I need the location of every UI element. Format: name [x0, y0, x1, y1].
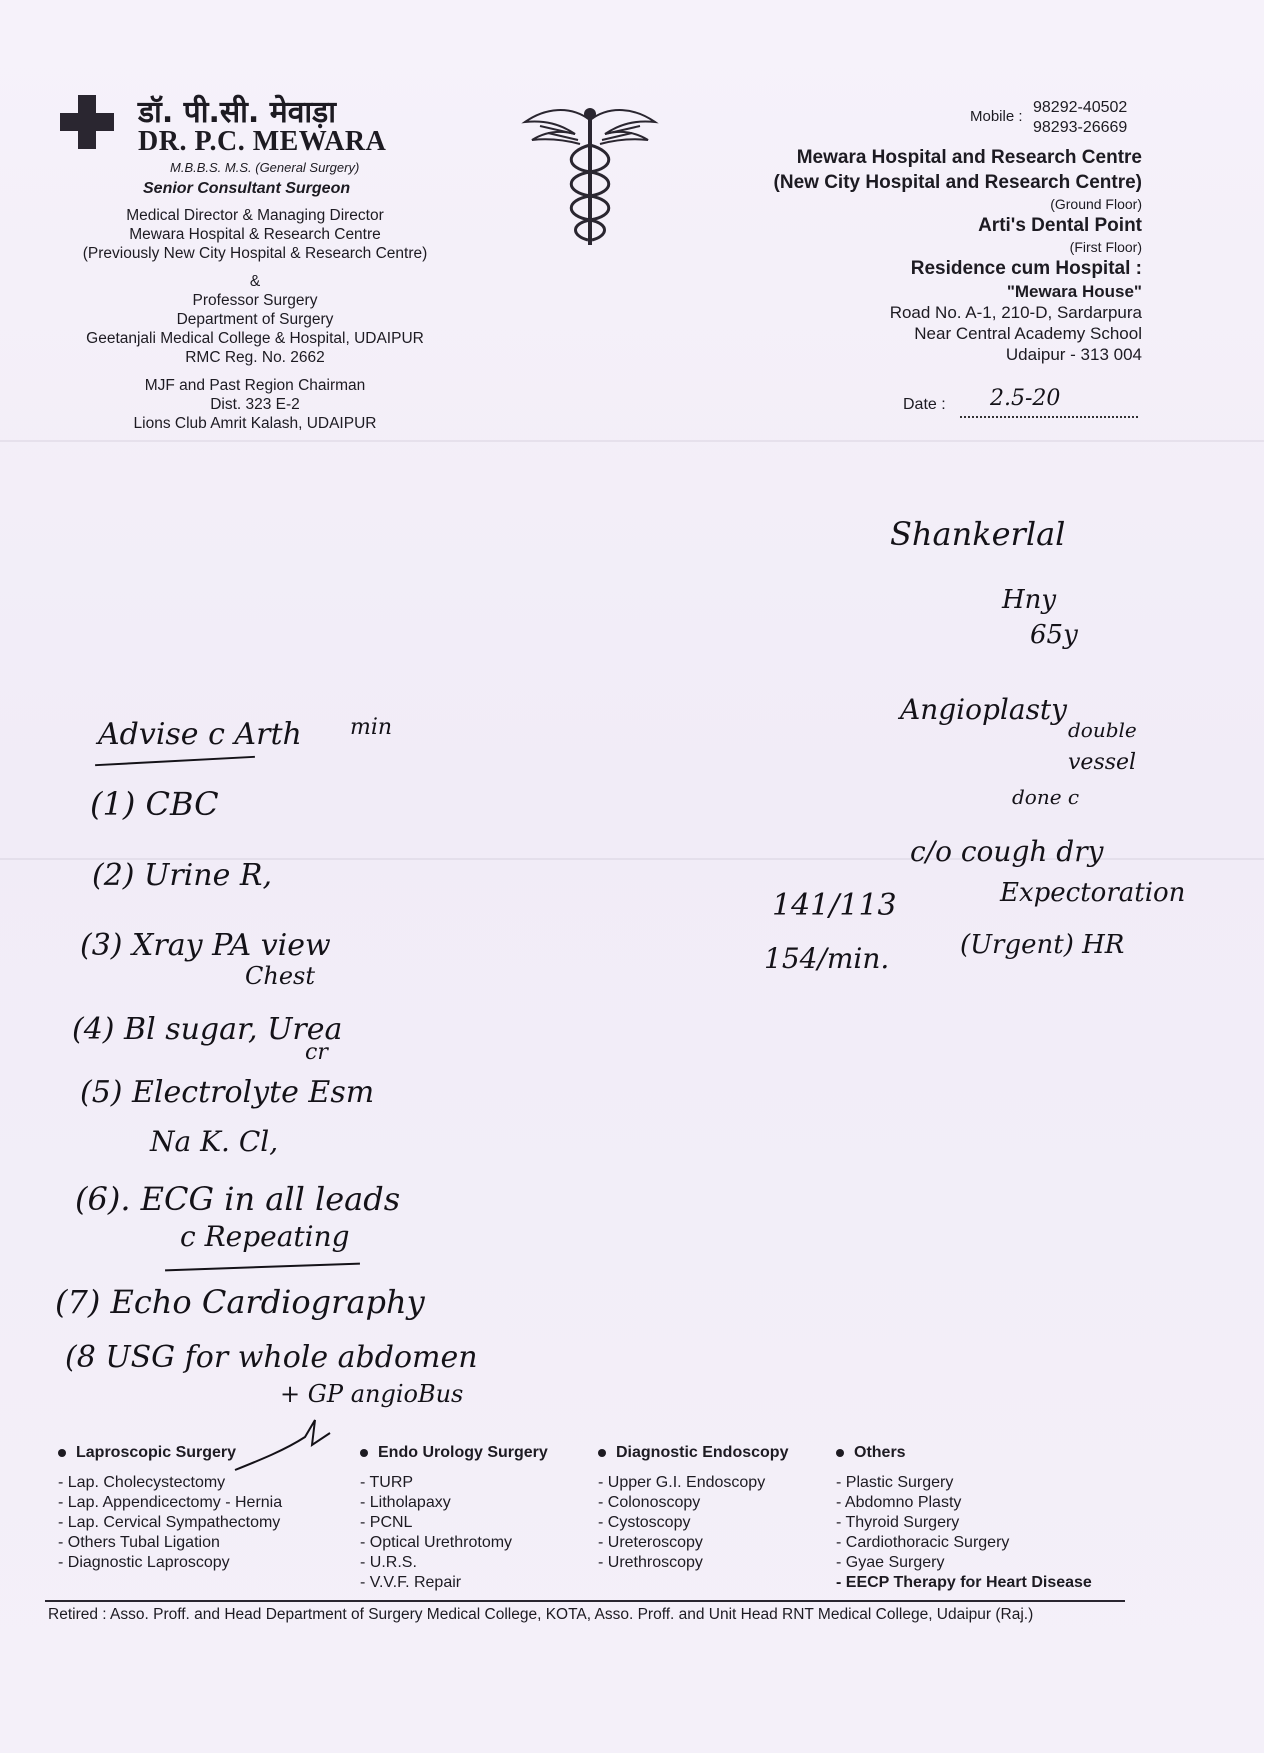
- service-item: - EECP Therapy for Heart Disease: [836, 1574, 1092, 1591]
- doctor-name-hindi: डॉ. पी.सी. मेवाड़ा: [138, 95, 336, 130]
- test-item-note: cr: [305, 1040, 328, 1065]
- history-vessel: vessel: [1068, 750, 1137, 775]
- service-item: - Lap. Appendicectomy - Hernia: [58, 1494, 283, 1511]
- footer-column-endoscopy: [598, 1443, 788, 1573]
- service-item: - U.R.S.: [360, 1554, 417, 1571]
- test-item: (1) CBC: [90, 785, 219, 823]
- service-item: - Gyae Surgery: [836, 1554, 945, 1571]
- footer-column-heading: Others: [836, 1443, 1092, 1463]
- service-item: - Urethroscopy: [598, 1554, 703, 1571]
- doctor-name: DR. P.C. MEWARA: [138, 126, 387, 157]
- patient-age-note: 65y: [1030, 620, 1078, 650]
- address-line: Udaipur - 313 004: [1005, 345, 1142, 364]
- service-item: - Thyroid Surgery: [836, 1514, 960, 1531]
- test-item: (6). ECG in all leads: [75, 1180, 401, 1218]
- pulse-rate: 154/min.: [764, 942, 890, 975]
- service-item: - Plastic Surgery: [836, 1474, 954, 1491]
- dental-clinic-name: Arti's Dental Point: [978, 215, 1142, 236]
- history-double: double: [1068, 718, 1137, 742]
- residence-label: Residence cum Hospital :: [910, 258, 1142, 279]
- bullet-icon: [360, 1449, 368, 1457]
- service-item: - Colonoscopy: [598, 1494, 701, 1511]
- address-line: Near Central Academy School: [914, 324, 1142, 343]
- service-item: - Lap. Cervical Sympathectomy: [58, 1514, 281, 1531]
- affiliation-line: Professor Surgery: [192, 292, 318, 309]
- complaint-note: (Urgent) HR: [960, 930, 1125, 960]
- footer-column-heading: Diagnostic Endoscopy: [598, 1443, 788, 1463]
- service-item: - Upper G.I. Endoscopy: [598, 1474, 766, 1491]
- caduceus-icon: [520, 100, 660, 250]
- complaint-expectoration: Expectoration: [1000, 878, 1186, 908]
- service-item: - Others Tubal Ligation: [58, 1534, 220, 1551]
- floor-label: (Ground Floor): [1050, 196, 1142, 212]
- affiliation-line: Mewara Hospital & Research Centre: [129, 226, 381, 243]
- test-item: (5) Electrolyte Esm: [80, 1075, 375, 1110]
- bullet-icon: [836, 1449, 844, 1457]
- history-angioplasty: Angioplasty: [900, 693, 1068, 726]
- advice-note: min: [350, 715, 393, 740]
- test-item: (7) Echo Cardiography: [55, 1283, 425, 1321]
- history-done: done c: [1012, 785, 1080, 809]
- affiliation-line: Dist. 323 E-2: [210, 396, 300, 413]
- affiliation-line: &: [249, 273, 261, 290]
- test-item: (3) Xray PA view: [80, 928, 331, 963]
- date-value: 2.5-20: [990, 386, 1061, 411]
- footer-column-laproscopic: [58, 1443, 282, 1573]
- advice-heading: Advise c Arth: [98, 717, 302, 752]
- affiliation-line: MJF and Past Region Chairman: [144, 377, 366, 394]
- underline-stroke: [95, 756, 255, 766]
- footer-column-others: [836, 1443, 1092, 1593]
- patient-name: Shankerlal: [890, 515, 1066, 553]
- floor-label: (First Floor): [1069, 239, 1142, 255]
- doctor-qualifications: M.B.B.S. M.S. (General Surgery): [170, 160, 360, 175]
- service-item: - Litholapaxy: [360, 1494, 451, 1511]
- date-label: Date :: [903, 396, 946, 413]
- service-item: - PCNL: [360, 1514, 413, 1531]
- date-field-line: [960, 416, 1138, 418]
- affiliation-line: Geetanjali Medical College & Hospital, UDAIPUR: [86, 330, 424, 347]
- test-item: (2) Urine R,: [92, 858, 272, 893]
- affiliation-line: Medical Director & Managing Director: [126, 207, 384, 224]
- affiliation-line: RMC Reg. No. 2662: [185, 349, 325, 366]
- address-line: Road No. A-1, 210-D, Sardarpura: [889, 303, 1142, 322]
- doctor-title: Senior Consultant Surgeon: [143, 180, 351, 197]
- test-item-note: c Repeating: [180, 1220, 350, 1253]
- affiliation-line: Lions Club Amrit Kalash, UDAIPUR: [133, 415, 377, 432]
- mobile-number: 98292-40502: [1033, 99, 1128, 116]
- footer-column-heading: Endo Urology Surgery: [360, 1443, 548, 1463]
- hospital-former-name: (New City Hospital and Research Centre): [773, 172, 1142, 193]
- mobile-label: Mobile :: [970, 108, 1023, 125]
- affiliation-line: (Previously New City Hospital & Research Centre): [82, 245, 428, 262]
- paper-fold-line: [0, 440, 1264, 442]
- bullet-icon: [58, 1449, 66, 1457]
- doctor-affiliations: [60, 206, 450, 433]
- service-item: - Cystoscopy: [598, 1514, 691, 1531]
- blood-pressure: 141/113: [772, 888, 897, 923]
- mobile-numbers: [1033, 98, 1127, 138]
- service-item: - Cardiothoracic Surgery: [836, 1534, 1010, 1551]
- affiliation-line: Department of Surgery: [176, 311, 334, 328]
- service-item: - V.V.F. Repair: [360, 1574, 462, 1591]
- service-item: - Optical Urethrotomy: [360, 1534, 513, 1551]
- patient-age: Hny: [1002, 585, 1057, 615]
- footer-divider: [45, 1600, 1125, 1602]
- medical-cross-icon: [60, 95, 114, 149]
- test-item: (8 USG for whole abdomen: [65, 1340, 478, 1375]
- service-item: - Abdomno Plasty: [836, 1494, 962, 1511]
- underline-stroke: [165, 1263, 360, 1272]
- service-item: - TURP: [360, 1474, 414, 1491]
- test-item: (4) Bl sugar, Urea: [72, 1012, 343, 1047]
- bullet-icon: [598, 1449, 606, 1457]
- hospital-info: [774, 145, 1142, 365]
- complaint-cough: c/o cough dry: [910, 835, 1104, 868]
- hospital-name: Mewara Hospital and Research Centre: [796, 147, 1142, 168]
- footer-column-endo-urology: [360, 1443, 548, 1593]
- service-item: - Lap. Cholecystectomy: [58, 1474, 226, 1491]
- service-item: - Diagnostic Laproscopy: [58, 1554, 230, 1571]
- mobile-number: 98293-26669: [1033, 119, 1128, 136]
- test-item-note: + GP angioBus: [280, 1380, 464, 1408]
- test-item-note: Chest: [245, 962, 315, 990]
- test-item-note: Na K. Cl,: [150, 1125, 279, 1158]
- footer-column-heading: Laproscopic Surgery: [58, 1443, 282, 1463]
- service-item: - Ureteroscopy: [598, 1534, 703, 1551]
- retired-credentials: Retired : Asso. Proff. and Head Department of Surgery Medical College, KOTA, Asso. Proff. and Unit Head RNT Medical College, Udaipur (Raj.): [48, 1606, 1034, 1623]
- house-name: "Mewara House": [1006, 282, 1142, 301]
